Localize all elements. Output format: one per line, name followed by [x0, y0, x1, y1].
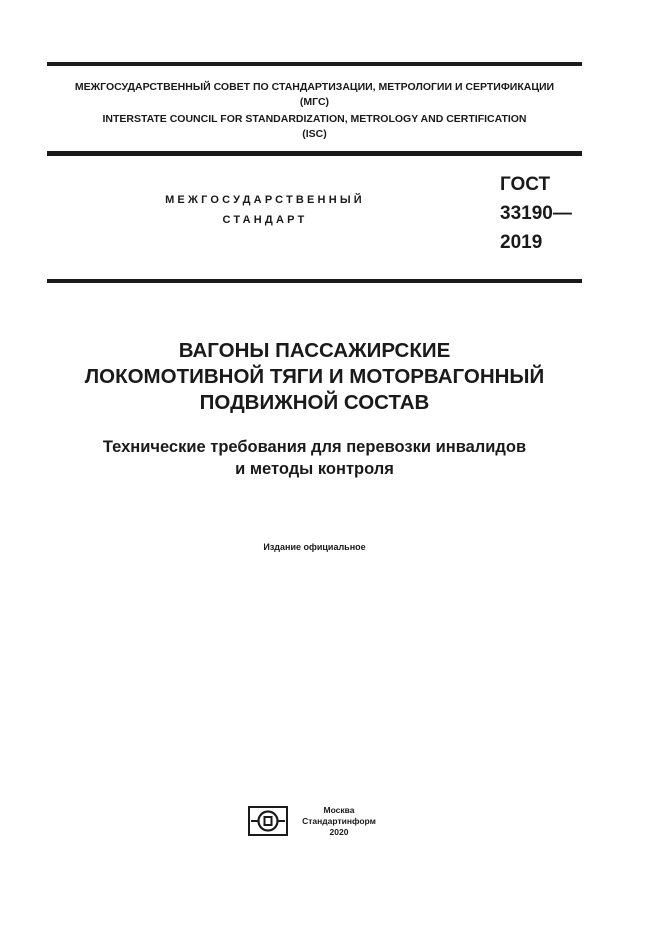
- subtitle-line: и методы контроля: [235, 460, 394, 478]
- publisher-block: [294, 805, 384, 838]
- document-title: [47, 338, 582, 416]
- council-name-en: [47, 112, 582, 142]
- title-line: ВАГОНЫ ПАССАЖИРСКИЕ: [178, 339, 451, 362]
- council-name-en-line: INTERSTATE COUNCIL FOR STANDARDIZATION, METROLOGY AND CERTIFICATION: [102, 113, 527, 125]
- designation-number: 33190—: [500, 203, 572, 224]
- council-name-ru: [47, 80, 582, 110]
- title-line: ЛОКОМОТИВНОЙ ТЯГИ И МОТОРВАГОННЫЙ: [84, 365, 545, 388]
- standard-kind-line1: МЕЖГОСУДАРСТВЕННЫЙ: [165, 194, 365, 206]
- standard-kind-line2: СТАНДАРТ: [222, 214, 308, 226]
- top-rule: [47, 62, 582, 66]
- middle-rule: [47, 151, 582, 156]
- standard-designation: [500, 170, 572, 257]
- publisher-year: 2020: [329, 827, 349, 837]
- standard-kind: [100, 190, 430, 230]
- designation-year: 2019: [500, 232, 543, 253]
- designation-prefix: ГОСТ: [500, 174, 551, 195]
- council-name-ru-line: МЕЖГОСУДАРСТВЕННЫЙ СОВЕТ ПО СТАНДАРТИЗАЦИИ, МЕТРОЛОГИИ И СЕРТИФИКАЦИИ: [74, 81, 555, 93]
- title-line: ПОДВИЖНОЙ СОСТАВ: [199, 391, 430, 414]
- publisher-name: Стандартинформ: [302, 816, 376, 826]
- document-subtitle: [47, 436, 582, 480]
- council-abbr-ru: (МГС): [299, 96, 330, 108]
- edition-note: Издание официальное: [263, 542, 366, 552]
- standartinform-logo-icon: [248, 806, 288, 836]
- subtitle-line: Технические требования для перевозки инвалидов: [102, 438, 527, 456]
- council-abbr-en: (ISC): [302, 128, 327, 140]
- bottom-rule: [47, 279, 582, 283]
- publisher-city: Москва: [323, 805, 355, 815]
